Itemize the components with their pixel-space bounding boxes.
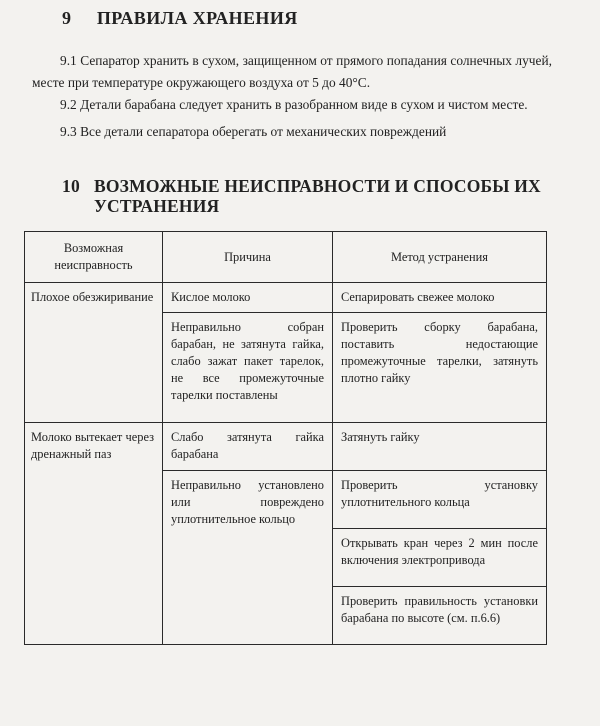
cause-cell <box>163 423 333 471</box>
cause-cell <box>163 313 333 423</box>
table-header-row <box>25 232 547 283</box>
cause-text: Кислое молоко <box>171 290 251 304</box>
paragraph-9-3: 9.3 Все детали сепаратора оберегать от механических повреждений <box>60 124 447 139</box>
remedy-cell <box>333 283 547 313</box>
remedy-cell <box>333 587 547 645</box>
remedy-text: Проверить установку уплотнительного кольца <box>341 478 538 509</box>
faults-table <box>24 231 547 645</box>
cause-text: Слабо затянута гайка барабана <box>171 430 324 461</box>
section-9-title: ПРАВИЛА ХРАНЕНИЯ <box>96 8 298 28</box>
section-9-number: 9 <box>62 8 72 28</box>
fault-cell <box>25 423 163 645</box>
cause-cell <box>163 471 333 645</box>
paragraph-9-2: 9.2 Детали барабана следует хранить в разобранном виде в сухом и чистом месте. <box>60 97 528 112</box>
fault-cell <box>25 283 163 423</box>
fault-text: Плохое обезжиривание <box>31 290 154 304</box>
section-10-heading <box>62 176 542 216</box>
remedy-text: Открывать кран через 2 мин после включения электропривода <box>341 536 538 567</box>
remedy-text: Сепарировать свежее молоко <box>341 290 495 304</box>
remedy-text: Проверить правильность установки барабана по высоте (см. п.6.6) <box>341 594 538 625</box>
section-10-number: 10 <box>62 176 80 196</box>
table-row <box>25 283 547 313</box>
remedy-cell <box>333 471 547 529</box>
section-10-title: ВОЗМОЖНЫЕ НЕИСПРАВНОСТИ И СПОСОБЫ ИХ УСТРАНЕНИЯ <box>94 176 541 216</box>
header-remedy: Метод устранения <box>333 232 547 283</box>
header-cause: Причина <box>163 232 333 283</box>
remedy-text: Проверить сборку барабана, поставить недостающие промежуточные тарелки, затянуть плотно гайку <box>341 320 538 385</box>
table-row <box>25 423 547 471</box>
remedy-cell <box>333 313 547 423</box>
header-fault: Возможная неисправность <box>25 232 163 283</box>
section-9-heading <box>62 8 298 29</box>
cause-cell <box>163 283 333 313</box>
remedy-text: Затянуть гайку <box>341 430 420 444</box>
cause-text: Неправильно собран барабан, не затянута гайка, слабо зажат пакет тарелок, не все промежуточные тарелки поставлены <box>171 320 324 402</box>
paragraph-9-1: 9.1 Сепаратор хранить в сухом, защищенном от прямого попадания солнечных лучей, месте при температуре окружающего воздуха от 5 до 40°C. <box>32 53 552 90</box>
fault-text: Молоко вытекает через дренажный паз <box>31 430 154 461</box>
remedy-cell <box>333 423 547 471</box>
remedy-cell <box>333 529 547 587</box>
cause-text: Неправильно установлено или повреждено уплотнительное кольцо <box>171 478 324 526</box>
